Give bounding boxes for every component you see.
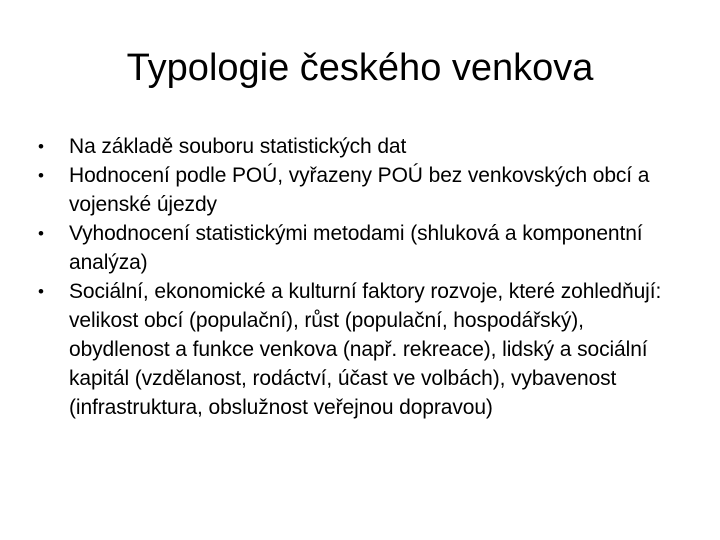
bullet-text: Hodnocení podle POÚ, vyřazeny POÚ bez venkovských obcí a vojenské újezdy [69, 164, 650, 216]
bullet-text: Vyhodnocení statistickými metodami (shluková a komponentní analýza) [69, 222, 643, 274]
bullet-list [36, 132, 686, 422]
bullet-dot-icon: • [38, 166, 44, 185]
bullet-text: Na základě souboru statistických dat [69, 135, 407, 158]
slide-title: Typologie českého venkova [126, 47, 594, 89]
bullet-item [36, 161, 686, 219]
bullet-dot-icon: • [38, 282, 44, 301]
bullet-item [36, 132, 686, 161]
bullet-text: Sociální, ekonomické a kulturní faktory rozvoje, které zohledňují: velikost obcí (populační), růst (populační, hospodářský), obydlenost a funkce venkova (např. rekreace), lidský a sociální kapitál (vzdělanost, rodáctví, účast ve volbách), vybavenost (infrastruktura, obslužnost veřejnou dopravou) [69, 280, 662, 419]
bullet-dot-icon: • [38, 137, 44, 156]
bullet-dot-icon: • [38, 224, 44, 243]
bullet-item [36, 277, 686, 422]
bullet-item [36, 219, 686, 277]
